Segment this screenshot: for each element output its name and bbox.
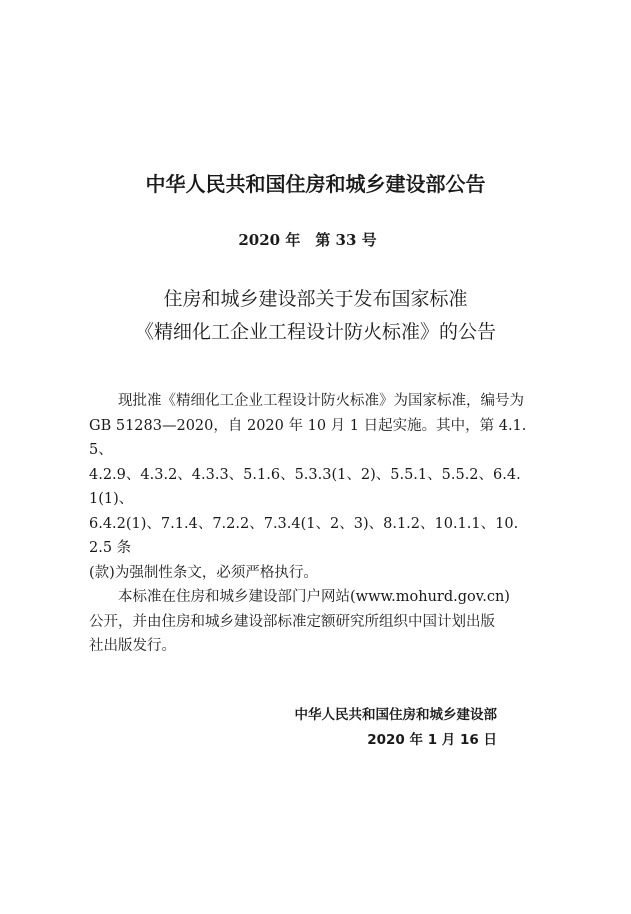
- issuer-signature: 中华人民共和国住房和城乡建设部: [294, 706, 497, 723]
- subtitle: [0, 283, 631, 349]
- body-line: 本标准在住房和城乡建设部门户网站(www.mohurd.gov.cn): [118, 589, 510, 605]
- subtitle-line-1: 住房和城乡建设部关于发布国家标准: [163, 288, 468, 310]
- issue-date: 2020 年 1 月 16 日: [367, 731, 497, 748]
- subtitle-line-2: 《精细化工企业工程设计防火标准》的公告: [134, 321, 496, 343]
- body-line: 社出版发行。: [89, 638, 176, 654]
- body-line: GB 51283—2020，自 2020 年 10 月 1 日起实施。其中，第 4.1.5、: [89, 417, 527, 458]
- announcement-title: 中华人民共和国住房和城乡建设部公告: [145, 172, 486, 196]
- body-line: 现批准《精细化工企业工程设计防火标准》为国家标准，编号为: [118, 393, 524, 409]
- announcement-body: [89, 389, 529, 659]
- body-line: (款)为强制性条文，必须严格执行。: [89, 564, 318, 581]
- document-number: 2020 年 第 33 号: [238, 231, 377, 249]
- body-line: 公开，并由住房和城乡建设部标准定额研究所组织中国计划出版: [89, 613, 495, 630]
- body-line: 4.2.9、4.3.2、4.3.3、5.1.6、5.3.3(1、2)、5.5.1、5.5.2、6.4.1(1)、: [89, 466, 521, 507]
- signature-block: [0, 703, 497, 753]
- body-line: 6.4.2(1)、7.1.4、7.2.2、7.3.4(1、2、3)、8.1.2、10.1.1、10.2.5 条: [89, 515, 519, 556]
